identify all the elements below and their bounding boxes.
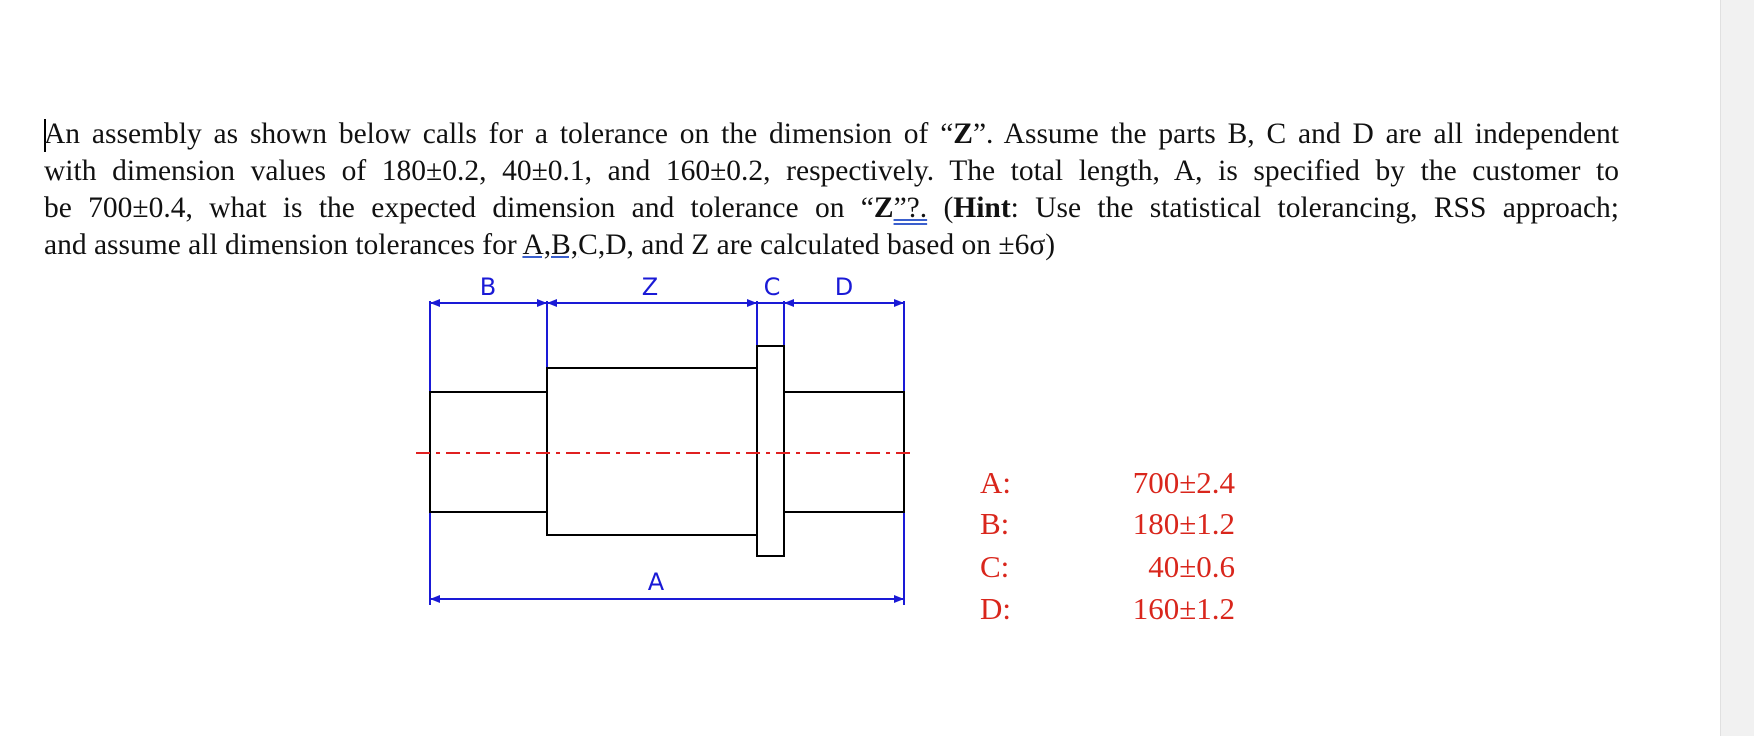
problem-line-4 (44, 227, 1619, 264)
label-b: B (479, 273, 497, 301)
problem-segment: ( (927, 192, 954, 224)
answer-value-a: 700±2.4 (1132, 465, 1235, 500)
problem-segment: C,D, and Z are calculated based on ±6σ) (578, 229, 1056, 261)
problem-segment: An assembly as shown below calls for a tolerance on the dimension of “ (44, 118, 954, 150)
problem-segment: ”. Assume the parts B, C and D are all independent (972, 118, 1619, 150)
label-c: C (763, 273, 781, 301)
part-outlines (430, 346, 904, 556)
vertical-scrollbar[interactable] (1720, 0, 1754, 736)
problem-segment: : Use the statistical tolerancing, RSS approach; (1010, 192, 1620, 224)
answer-value-c: 40±0.6 (1148, 549, 1235, 584)
problem-line-1 (44, 116, 1619, 153)
problem-line-2 (44, 153, 1619, 190)
problem-segment: with dimension values of 180±0.2, 40±0.1, and 160±0.2, respectively. The total length, A, is specified by the customer to (44, 155, 1619, 187)
problem-segment-bold: Z (953, 118, 973, 150)
problem-segment-flagged: ”?. (893, 192, 928, 224)
problem-segment-bold: Hint (953, 192, 1011, 224)
answer-key-c: C: (980, 549, 1010, 584)
problem-line-3 (44, 190, 1619, 227)
label-a: A (647, 568, 665, 596)
part-z (547, 368, 757, 535)
problem-segment-flagged: A,B, (522, 229, 579, 261)
problem-segment-bold: Z (873, 192, 894, 224)
problem-segment: and assume all dimension tolerances for (44, 229, 523, 261)
label-z: Z (641, 273, 659, 301)
assembly-drawing (400, 268, 920, 628)
answer-key-b: B: (980, 506, 1010, 541)
answer-key-d: D: (980, 591, 1011, 626)
label-d: D (834, 273, 854, 301)
problem-statement (44, 116, 1619, 264)
answer-value-b: 180±1.2 (1132, 506, 1235, 541)
problem-segment: be 700±0.4, what is the expected dimension and tolerance on “ (44, 192, 874, 224)
part-c (757, 346, 784, 556)
answer-key-a: A: (980, 465, 1011, 500)
answer-value-d: 160±1.2 (1132, 591, 1235, 626)
